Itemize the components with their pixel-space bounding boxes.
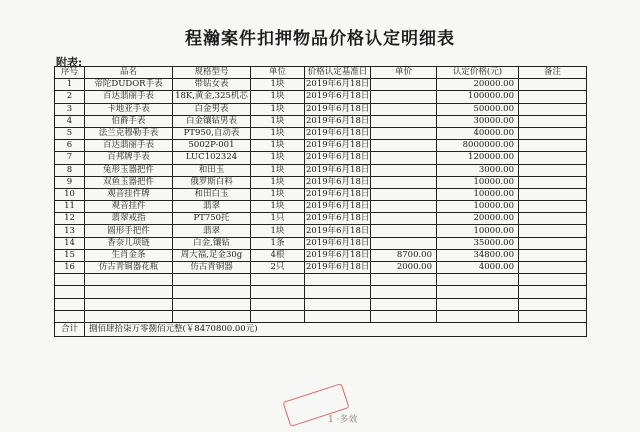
blank-cell xyxy=(519,298,587,310)
table-row xyxy=(55,91,587,103)
price-detail-table xyxy=(54,66,587,337)
table-row xyxy=(55,103,587,115)
header-index: 序号 xyxy=(55,67,85,79)
spec-cell: 白金,镶钻 xyxy=(173,237,251,249)
appraised-price-cell: 35000.00 xyxy=(437,237,519,249)
item-name-cell: 百达翡丽手表 xyxy=(85,91,173,103)
appraised-price-cell: 3000.00 xyxy=(437,164,519,176)
table-row xyxy=(55,176,587,188)
blank-cell xyxy=(55,310,85,322)
blank-cell xyxy=(251,286,305,298)
spec-cell: 俄罗斯白料 xyxy=(173,176,251,188)
table-row xyxy=(55,201,587,213)
unit-price-cell xyxy=(371,201,437,213)
remarks-cell xyxy=(519,176,587,188)
base-date-cell: 2019年6月18日 xyxy=(306,249,370,260)
item-name-cell: 百达翡丽手表 xyxy=(85,140,173,152)
blank-cell xyxy=(55,298,85,310)
remarks-cell xyxy=(519,91,587,103)
base-date-cell: 2019年6月18日 xyxy=(306,128,370,139)
blank-cell xyxy=(173,274,251,286)
table-row xyxy=(55,164,587,176)
row-index-cell: 11 xyxy=(55,201,85,213)
blank-cell xyxy=(251,298,305,310)
appraised-price-cell: 50000.00 xyxy=(437,103,519,115)
table-header-row xyxy=(55,67,587,79)
row-index-cell: 1 xyxy=(55,79,85,91)
appraised-price-cell: 100000.00 xyxy=(437,91,519,103)
item-name-cell: 百邦牌手表 xyxy=(85,152,173,164)
item-name-cell: 仿古青铜器花瓶 xyxy=(85,262,173,274)
remarks-cell xyxy=(519,213,587,225)
row-index-cell: 7 xyxy=(55,152,85,164)
remarks-cell xyxy=(519,79,587,91)
base-date-cell: 2019年6月18日 xyxy=(306,237,370,248)
base-date-cell: 2019年6月18日 xyxy=(306,176,370,187)
row-index-cell: 14 xyxy=(55,237,85,249)
row-index-cell: 9 xyxy=(55,176,85,188)
appraised-price-cell: 120000.00 xyxy=(437,152,519,164)
base-date-cell: 2019年6月18日 xyxy=(306,140,370,151)
appraised-price-cell: 20000.00 xyxy=(437,79,519,91)
item-name-cell: 双鱼玉器把件 xyxy=(85,176,173,188)
unit-cell: 4根 xyxy=(251,249,305,261)
blank-cell xyxy=(85,286,173,298)
unit-cell: 1块 xyxy=(251,79,305,91)
total-label: 合计 xyxy=(55,322,85,336)
base-date-cell: 2019年6月18日 xyxy=(306,91,370,102)
blank-cell xyxy=(55,286,85,298)
item-name-cell: 兔形玉器把件 xyxy=(85,164,173,176)
header-unit: 单位 xyxy=(251,67,305,79)
appraised-price-cell: 10000.00 xyxy=(437,201,519,213)
spec-cell: 周大福,足金30g xyxy=(173,249,251,261)
item-name-cell: 圆形手把件 xyxy=(85,225,173,237)
table-row xyxy=(55,237,587,249)
appraised-price-cell: 4000.00 xyxy=(437,262,519,274)
unit-price-cell xyxy=(371,127,437,139)
unit-price-cell xyxy=(371,115,437,127)
blank-cell xyxy=(437,310,519,322)
unit-price-cell xyxy=(371,237,437,249)
footer-mark: 1 ·多效 xyxy=(328,415,358,425)
header-remarks: 备注 xyxy=(519,67,587,79)
remarks-cell xyxy=(519,237,587,249)
spec-cell: 翡翠 xyxy=(173,201,251,213)
header-base-date: 价格认定基准日 xyxy=(305,67,371,79)
row-index-cell: 13 xyxy=(55,225,85,237)
blank-cell xyxy=(85,298,173,310)
appraised-price-cell: 10000.00 xyxy=(437,225,519,237)
blank-cell xyxy=(251,310,305,322)
header-appraised-price: 认定价格(元) xyxy=(437,67,519,79)
blank-cell xyxy=(371,286,437,298)
base-date-cell: 2019年6月18日 xyxy=(306,225,370,236)
unit-price-cell xyxy=(371,103,437,115)
spec-cell: 带钻女表 xyxy=(173,79,251,91)
row-index-cell: 3 xyxy=(55,103,85,115)
blank-row xyxy=(55,298,587,310)
appraised-price-cell: 20000.00 xyxy=(437,213,519,225)
document-title: 程瀚案件扣押物品价格认定明细表 xyxy=(185,29,455,49)
base-date-cell: 2019年6月18日 xyxy=(306,262,370,273)
item-name-cell: 观音挂件牌 xyxy=(85,188,173,200)
remarks-cell xyxy=(519,249,587,261)
appraised-price-cell: 10000.00 xyxy=(437,176,519,188)
blank-cell xyxy=(371,310,437,322)
item-name-cell: 香奈儿项链 xyxy=(85,237,173,249)
spec-cell: 18K,黄金,325机芯 xyxy=(173,91,251,103)
base-date-cell: 2019年6月18日 xyxy=(306,188,370,199)
table-row xyxy=(55,262,587,274)
table-row xyxy=(55,127,587,139)
unit-cell: 1块 xyxy=(251,115,305,127)
blank-row xyxy=(55,286,587,298)
blank-cell xyxy=(305,274,371,286)
unit-cell: 1块 xyxy=(251,152,305,164)
base-date-cell: 2019年6月18日 xyxy=(306,213,370,224)
unit-cell: 2只 xyxy=(251,262,305,274)
unit-cell: 1块 xyxy=(251,103,305,115)
appraised-price-cell: 8000000.00 xyxy=(437,140,519,152)
table-row xyxy=(55,213,587,225)
spec-cell: PT750托 xyxy=(173,213,251,225)
row-index-cell: 5 xyxy=(55,127,85,139)
remarks-cell xyxy=(519,188,587,200)
unit-cell: 1块 xyxy=(251,127,305,139)
row-index-cell: 15 xyxy=(55,249,85,261)
item-name-cell: 帝陀DUDOR手表 xyxy=(85,79,173,91)
blank-cell xyxy=(437,274,519,286)
base-date-cell: 2019年6月18日 xyxy=(306,164,370,175)
blank-cell xyxy=(519,310,587,322)
unit-cell: 1块 xyxy=(251,164,305,176)
spec-cell: 和田玉 xyxy=(173,164,251,176)
header-unit-price: 单价 xyxy=(371,67,437,79)
base-date-cell: 2019年6月18日 xyxy=(306,201,370,212)
remarks-cell xyxy=(519,140,587,152)
blank-cell xyxy=(371,274,437,286)
unit-price-cell xyxy=(371,79,437,91)
row-index-cell: 4 xyxy=(55,115,85,127)
base-date-cell: 2019年6月18日 xyxy=(306,152,370,163)
appraised-price-cell: 34800.00 xyxy=(437,249,519,261)
blank-cell xyxy=(251,274,305,286)
table-row xyxy=(55,188,587,200)
blank-cell xyxy=(437,298,519,310)
row-index-cell: 12 xyxy=(55,213,85,225)
unit-price-cell xyxy=(371,213,437,225)
blank-cell xyxy=(371,298,437,310)
unit-price-cell xyxy=(371,225,437,237)
unit-cell: 1块 xyxy=(251,188,305,200)
unit-price-cell: 8700.00 xyxy=(371,249,437,261)
table-row xyxy=(55,225,587,237)
blank-cell xyxy=(55,274,85,286)
table-row xyxy=(55,249,587,261)
blank-cell xyxy=(173,310,251,322)
row-index-cell: 8 xyxy=(55,164,85,176)
row-index-cell: 16 xyxy=(55,262,85,274)
remarks-cell xyxy=(519,225,587,237)
unit-price-cell xyxy=(371,140,437,152)
unit-cell: 1块 xyxy=(251,176,305,188)
unit-cell: 1块 xyxy=(251,201,305,213)
blank-cell xyxy=(437,286,519,298)
remarks-cell xyxy=(519,152,587,164)
unit-cell: 1块 xyxy=(251,140,305,152)
item-name-cell: 生肖金条 xyxy=(85,249,173,261)
row-index-cell: 6 xyxy=(55,140,85,152)
appraised-price-cell: 30000.00 xyxy=(437,115,519,127)
spec-cell: 翡翠 xyxy=(173,225,251,237)
item-name-cell: 翡翠戒指 xyxy=(85,213,173,225)
blank-cell xyxy=(305,298,371,310)
spec-cell: 5002P-001 xyxy=(173,140,251,152)
blank-row xyxy=(55,310,587,322)
row-index-cell: 2 xyxy=(55,91,85,103)
appraised-price-cell: 40000.00 xyxy=(437,127,519,139)
remarks-cell xyxy=(519,115,587,127)
spec-cell: 和田白玉 xyxy=(173,188,251,200)
item-name-cell: 伯爵手表 xyxy=(85,115,173,127)
spec-cell: LUC102324 xyxy=(173,152,251,164)
attachment-label: 附表: xyxy=(56,56,83,69)
unit-price-cell xyxy=(371,91,437,103)
total-amount-text: 捌佰肆拾柒万零捌佰元整(￥8470800.00元) xyxy=(85,322,587,336)
blank-cell xyxy=(519,274,587,286)
blank-cell xyxy=(519,286,587,298)
unit-cell: 1块 xyxy=(251,91,305,103)
item-name-cell: 观音挂件 xyxy=(85,201,173,213)
item-name-cell: 法兰克穆勒手表 xyxy=(85,127,173,139)
base-date-cell: 2019年6月18日 xyxy=(306,115,370,126)
unit-cell: 1块 xyxy=(251,225,305,237)
table-row xyxy=(55,152,587,164)
unit-cell: 1条 xyxy=(251,237,305,249)
blank-row xyxy=(55,274,587,286)
spec-cell: 仿古青铜器 xyxy=(173,262,251,274)
unit-price-cell: 2000.00 xyxy=(371,262,437,274)
unit-price-cell xyxy=(371,188,437,200)
table-row xyxy=(55,115,587,127)
unit-cell: 1只 xyxy=(251,213,305,225)
unit-price-cell xyxy=(371,176,437,188)
item-name-cell: 卡地亚手表 xyxy=(85,103,173,115)
blank-cell xyxy=(305,286,371,298)
spec-cell: 白金镶钻男表 xyxy=(173,115,251,127)
remarks-cell xyxy=(519,103,587,115)
blank-cell xyxy=(85,310,173,322)
blank-cell xyxy=(173,298,251,310)
base-date-cell: 2019年6月18日 xyxy=(306,103,370,114)
blank-cell xyxy=(305,310,371,322)
table-row xyxy=(55,79,587,91)
unit-price-cell xyxy=(371,152,437,164)
row-index-cell: 10 xyxy=(55,188,85,200)
total-row xyxy=(55,322,587,336)
table-row xyxy=(55,140,587,152)
remarks-cell xyxy=(519,201,587,213)
unit-price-cell xyxy=(371,164,437,176)
spec-cell: 白金男表 xyxy=(173,103,251,115)
header-spec: 规格型号 xyxy=(173,67,251,79)
blank-cell xyxy=(85,274,173,286)
spec-cell: PT950,自动表 xyxy=(173,127,251,139)
remarks-cell xyxy=(519,127,587,139)
remarks-cell xyxy=(519,164,587,176)
base-date-cell: 2019年6月18日 xyxy=(306,79,370,90)
blank-cell xyxy=(173,286,251,298)
remarks-cell xyxy=(519,262,587,274)
appraised-price-cell: 10000.00 xyxy=(437,188,519,200)
header-item-name: 品名 xyxy=(85,67,173,79)
